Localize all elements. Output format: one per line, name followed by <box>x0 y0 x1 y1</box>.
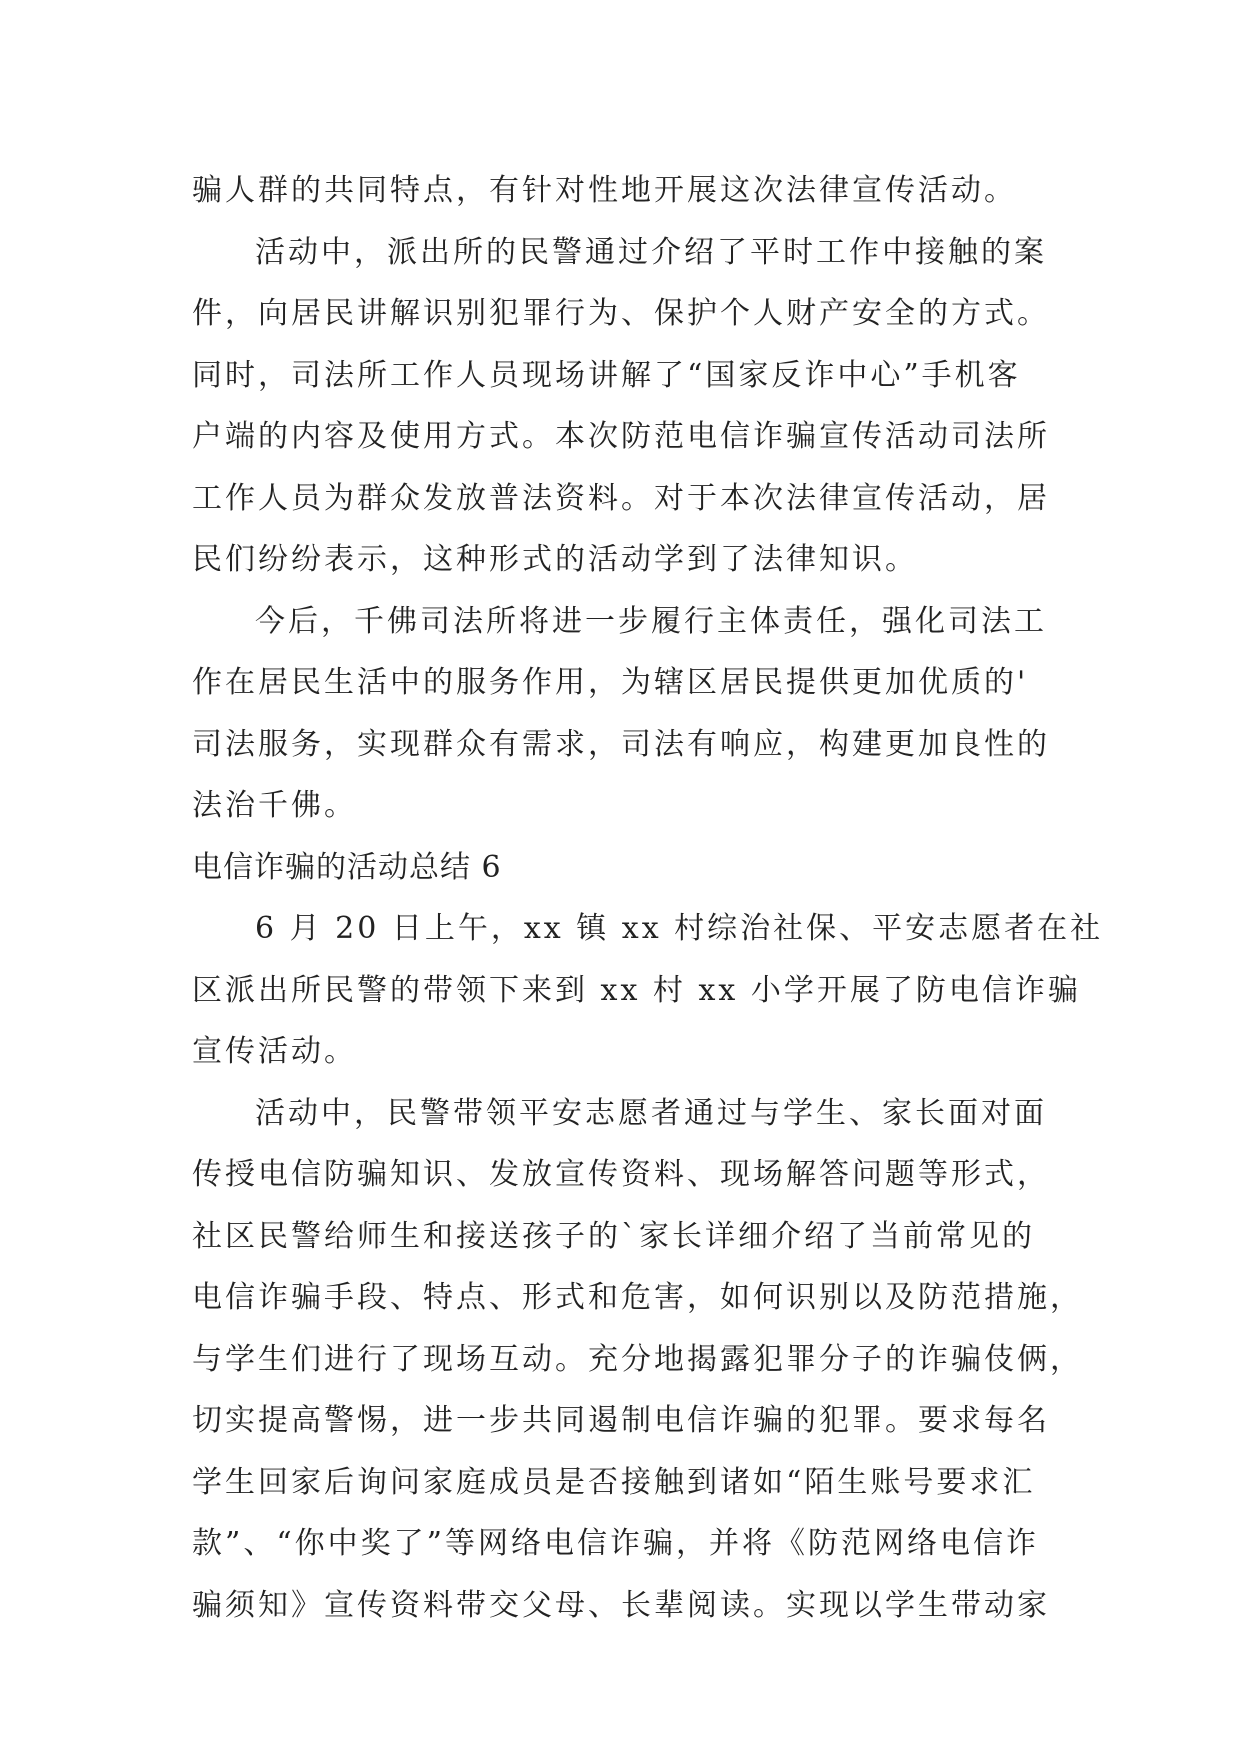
text-line: 传授电信防骗知识、发放宣传资料、现场解答问题等形式， <box>192 1157 1050 1192</box>
text-line: 6 月 20 日上午，xx 镇 xx 村综治社保、平安志愿者在社 <box>255 911 1104 946</box>
text-line: 区派出所民警的带领下来到 xx 村 xx 小学开展了防电信诈骗 <box>192 972 1081 1008</box>
text-line: 作在居民生活中的服务作用，为辖区居民提供更加优质的' <box>192 665 1029 700</box>
text-line: 学生回家后询问家庭成员是否接触到诸如“陌生账号要求汇 <box>192 1464 1036 1500</box>
text-line: 电信诈骗手段、特点、形式和危害，如何识别以及防范措施， <box>192 1280 1083 1315</box>
text-line: 工作人员为群众发放普法资料。对于本次法律宣传活动，居 <box>192 480 1050 516</box>
text-line: 民们纷纷表示，这种形式的活动学到了法律知识。 <box>192 542 918 577</box>
text-line: 户端的内容及使用方式。本次防范电信诈骗宣传活动司法所 <box>192 419 1050 454</box>
text-line: 司法服务，实现群众有需求，司法有响应，构建更加良性的 <box>192 726 1050 762</box>
paragraph-5 <box>192 1083 1083 1637</box>
text-line: 同时，司法所工作人员现场讲解了“国家反诈中心”手机客 <box>192 357 1021 393</box>
text-line: 骗人群的共同特点，有针对性地开展这次法律宣传活动。 <box>192 173 1017 208</box>
text-line: 今后，千佛司法所将进一步履行主体责任，强化司法工 <box>255 603 1047 639</box>
text-line: 活动中，民警带领平安志愿者通过与学生、家长面对面 <box>255 1095 1047 1131</box>
paragraph-4 <box>192 898 1104 1083</box>
text-line: 与学生们进行了现场互动。充分地揭露犯罪分子的诈骗伎俩， <box>192 1341 1083 1377</box>
text-line: 宣传活动。 <box>192 1034 357 1069</box>
text-line: 社区民警给师生和接送孩子的`家长详细介绍了当前常见的 <box>192 1218 1035 1254</box>
text-line: 法治千佛。 <box>192 788 357 823</box>
text-line: 件，向居民讲解识别犯罪行为、保护个人财产安全的方式。 <box>192 296 1050 331</box>
text-line: 骗须知》宣传资料带交父母、长辈阅读。实现以学生带动家 <box>192 1587 1050 1623</box>
document-body <box>192 160 1104 1636</box>
paragraph-2 <box>192 222 1052 591</box>
paragraph-3 <box>192 591 1052 837</box>
text-line: 款”、“你中奖了”等网络电信诈骗，并将《防范网络电信诈 <box>192 1526 1040 1561</box>
paragraph-1 <box>192 160 1052 222</box>
section-heading: 电信诈骗的活动总结 6 <box>192 849 502 885</box>
text-line: 活动中，派出所的民警通过介绍了平时工作中接触的案 <box>255 234 1047 270</box>
text-line: 切实提高警惕，进一步共同遏制电信诈骗的犯罪。要求每名 <box>192 1403 1050 1438</box>
